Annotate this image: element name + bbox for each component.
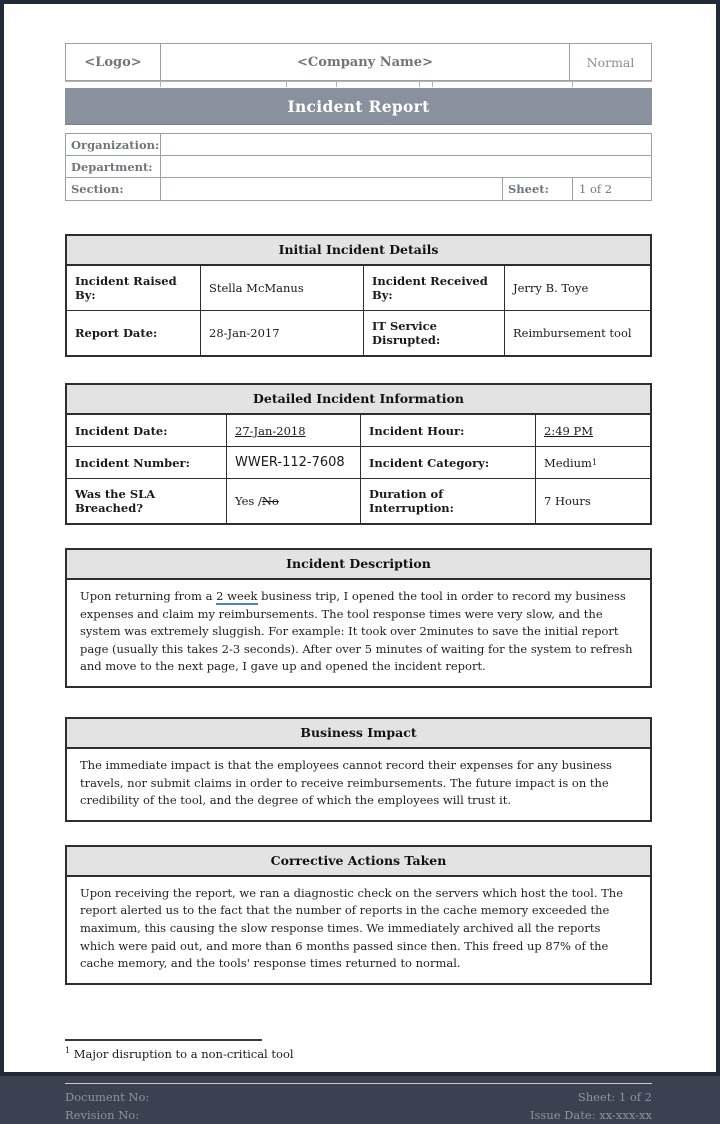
- incident-raised-by-label: Incident Raised By:: [67, 266, 201, 310]
- style-label: Normal: [586, 54, 635, 70]
- incident-description-text: [67, 580, 650, 686]
- section-title: Business Impact: [67, 719, 650, 749]
- report-title-bar: [65, 88, 652, 125]
- footer-right-column: [530, 1088, 652, 1124]
- description-text-before: Upon returning from a: [80, 589, 217, 603]
- document-header-table: [65, 43, 652, 81]
- footnote: [65, 1047, 652, 1061]
- report-title: Incident Report: [287, 96, 430, 116]
- company-name-placeholder: <Company Name>: [161, 44, 570, 80]
- footnote-body: Major disruption to a non-critical tool: [70, 1046, 294, 1061]
- page-footer: [65, 1088, 652, 1124]
- detailed-incident-information-section: [65, 383, 652, 525]
- footnote-marker: 1: [65, 1045, 71, 1055]
- incident-raised-by-value: Stella McManus: [201, 266, 364, 310]
- category-text: Medium: [544, 455, 592, 470]
- section-title: Incident Description: [67, 550, 650, 580]
- tick-mark: [336, 82, 337, 87]
- corrective-actions-text: Upon receiving the report, we ran a diagnostic check on the servers which host the tool. The report alerted us to the fact that the number of reports in the cache memory exceeded the maximum, this causing the slow response times. We immediately archived all the reports which were paid out, and more than 6 months passed since then. This freed up 87% of the cache memory, and the tools' response times returned to normal.: [80, 885, 624, 971]
- sla-yes-text: Yes /: [235, 494, 262, 508]
- logo-placeholder: <Logo>: [66, 44, 161, 80]
- table-row: [67, 447, 650, 479]
- incident-received-by-label: Incident Received By:: [364, 266, 505, 310]
- section-label: Section:: [66, 178, 161, 200]
- footer-sheet-info: Sheet: 1 of 2: [577, 1089, 652, 1104]
- duration-of-interruption-label: Duration of Interruption:: [361, 479, 536, 523]
- department-value-cell[interactable]: [161, 156, 651, 177]
- sla-breached-value: [227, 479, 361, 523]
- tick-mark: [432, 82, 433, 87]
- organization-value-cell[interactable]: [161, 134, 651, 155]
- section-title: Corrective Actions Taken: [67, 847, 650, 877]
- document-no-label: Document No:: [65, 1089, 150, 1104]
- sheet-value: 1 of 2: [572, 178, 651, 200]
- grammar-underlined-term: 2 week: [216, 589, 258, 603]
- incident-received-by-value: Jerry B. Toye: [513, 281, 589, 295]
- duration-of-interruption-value: 7 Hours: [544, 494, 591, 508]
- underlined-hour: 2:49 PM: [544, 423, 593, 438]
- section-row: [66, 178, 651, 200]
- organization-label: Organization:: [66, 134, 161, 155]
- revision-no-label: Revision No:: [65, 1107, 140, 1122]
- sla-breached-label: Was the SLA Breached?: [67, 479, 227, 523]
- initial-incident-details-section: [65, 234, 652, 357]
- incident-hour-label: Incident Hour:: [361, 415, 536, 446]
- report-date-value: 28-Jan-2017: [201, 311, 364, 355]
- department-row: [66, 156, 651, 178]
- tick-mark: [160, 82, 161, 87]
- tick-mark: [419, 82, 420, 87]
- ruler-tick-strip: [65, 81, 652, 88]
- incident-number-label: Incident Number:: [67, 447, 227, 478]
- report-date-label: Report Date:: [67, 311, 201, 355]
- table-row: [67, 479, 650, 523]
- incident-category-label: Incident Category:: [361, 447, 536, 478]
- business-impact-section: [65, 717, 652, 822]
- incident-category-value: Medium 1: [544, 455, 598, 470]
- footnote-separator-line: [65, 1039, 262, 1041]
- section-title: Initial Incident Details: [67, 236, 650, 266]
- corrective-actions-section: [65, 845, 652, 985]
- tick-mark: [572, 82, 573, 87]
- section-value-cell[interactable]: [161, 178, 502, 200]
- description-text-after: business trip, I opened the tool in order to record my business expenses and claim my reimbursements. The tool response times were very slow, and the system was extremely sluggish. For example: It took over 2minutes to save the initial report page (usually this takes 2-3 seconds). After over 5 minutes of waiting for the system to refresh and move to the next page, I gave up and opened the incident report.: [80, 589, 633, 674]
- tick-mark: [286, 82, 287, 87]
- organization-meta-table: [65, 133, 652, 201]
- table-row: [67, 415, 650, 447]
- it-service-disrupted-label: IT Service Disrupted:: [364, 311, 505, 355]
- incident-date-value: [227, 415, 361, 446]
- table-row: [67, 311, 650, 355]
- footer-issue-date: Issue Date: xx-xxx-xx: [529, 1107, 652, 1122]
- incident-hour-value: [536, 415, 650, 446]
- table-row: [67, 266, 650, 311]
- sheet-label: Sheet:: [502, 178, 572, 200]
- organization-row: [66, 134, 651, 156]
- sla-no-struck-text: No: [261, 494, 279, 508]
- footer-divider: [65, 1083, 652, 1084]
- incident-number-value: WWER-112-7608: [227, 447, 361, 478]
- it-service-disrupted-value: Reimbursement tool: [513, 326, 632, 340]
- department-label: Department:: [66, 156, 161, 177]
- incident-description-section: [65, 548, 652, 688]
- business-impact-text: The immediate impact is that the employees cannot record their expenses for any business travels, nor submit claims in order to receive reimbursements. The future impact is on the credibility of the tool, and the degree of which the employees will trust it.: [80, 757, 612, 808]
- footer-left-column: [65, 1088, 149, 1124]
- underlined-date: 27-Jan-2018: [235, 423, 306, 438]
- section-title: Detailed Incident Information: [67, 385, 650, 415]
- incident-date-label: Incident Date:: [67, 415, 227, 446]
